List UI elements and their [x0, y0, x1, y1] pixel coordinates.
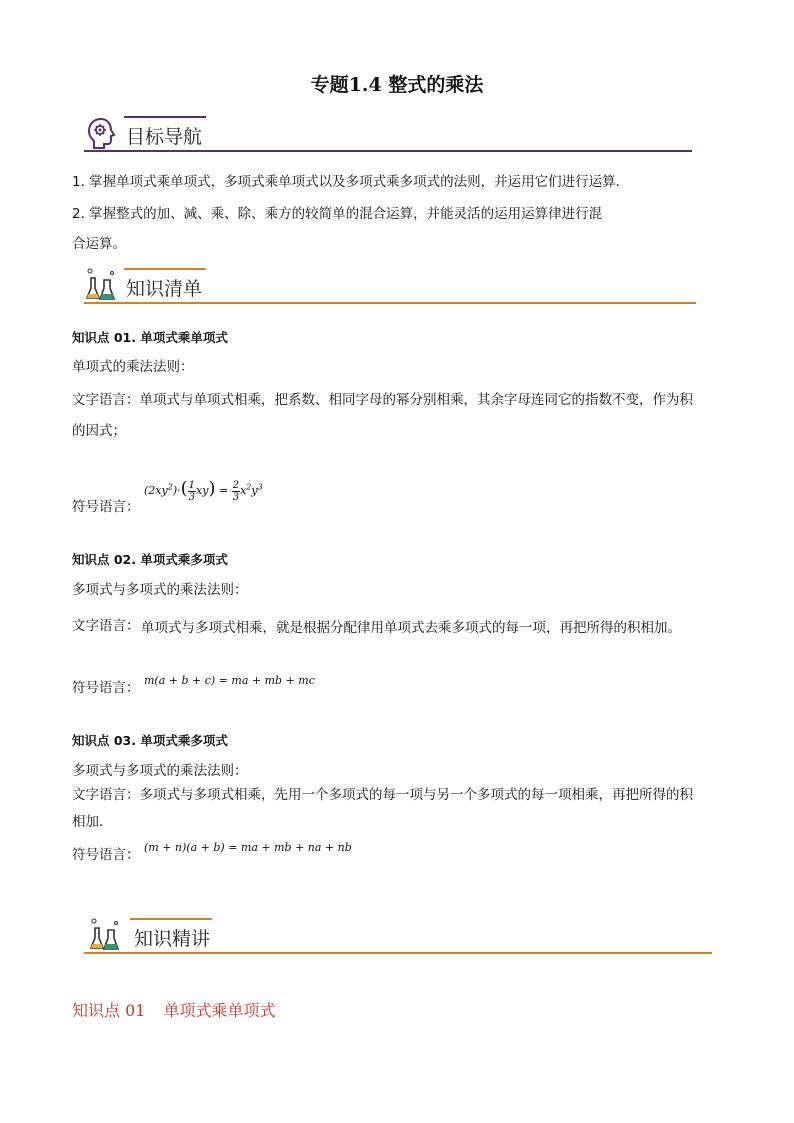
goal-item-2-line1: 2. 掌握整式的加、减、乘、除、乘方的较简单的混合运算，并能灵活的运用运算律进行混 — [72, 206, 603, 222]
section-title: 知识清单 — [126, 278, 203, 300]
verbal-rule-line1: 文字语言：多项式与多项式相乘，先用一个多项式的每一项与另一个多项式的每一项相乘，再把所得的积 — [72, 787, 693, 803]
verbal-rule-line2: 相加． — [72, 814, 113, 830]
section-title: 目标导航 — [126, 126, 203, 148]
symbol-label: 符号语言： — [72, 680, 140, 696]
knowledge-point-heading: 知识点 03. 单项式乘多项式 — [72, 733, 228, 748]
verbal-rule-line1: 文字语言：单项式与单项式相乘，把系数、相同字母的幂分别相乘，其余字母连同它的指数不变，作为积 — [72, 392, 693, 408]
rule-label: 多项式与多项式的乘法法则： — [72, 582, 248, 598]
flask-icon — [90, 918, 120, 952]
section-goals-header — [84, 116, 692, 156]
detail-knowledge-point-title: 单项式乘单项式 — [163, 1001, 276, 1020]
goal-item-2-line2: 合运算。 — [72, 236, 126, 252]
section-divider — [84, 302, 696, 304]
formula-polynomial-product: (m + n)(a + b) = ma + mb + na + nb — [144, 841, 352, 854]
symbol-label: 符号语言： — [72, 847, 140, 863]
formula-distributive: m(a + b + c) = ma + mb + mc — [144, 674, 315, 687]
detail-knowledge-point-number: 知识点 01 — [72, 1001, 146, 1020]
header-accent-line — [124, 268, 206, 270]
header-accent-line — [124, 116, 206, 118]
page-title: 专题1.4 整式的乘法 — [310, 74, 484, 96]
knowledge-point-heading: 知识点 02. 单项式乘多项式 — [72, 552, 228, 567]
rule-label: 多项式与多项式的乘法法则： — [72, 763, 248, 779]
section-title: 知识精讲 — [134, 928, 211, 950]
rule-label: 单项式的乘法法则： — [72, 359, 194, 375]
verbal-rule: 单项式与多项式相乘，就是根据分配律用单项式去乘多项式的每一项，再把所得的积相加。 — [141, 620, 681, 636]
verbal-label: 文字语言： — [72, 618, 140, 634]
brain-gear-icon — [86, 116, 116, 150]
symbol-label: 符号语言： — [72, 499, 140, 515]
detail-knowledge-point-heading — [72, 998, 293, 1021]
section-divider — [84, 150, 692, 152]
section-knowledge-list-header — [84, 268, 696, 308]
formula-monomial-product: $(2xy^2)\cdot$( $\frac{1}{3}$ xy) = $\frac{2}{3}$ $x^2y^3$ — [144, 478, 263, 503]
header-accent-line — [130, 918, 212, 920]
section-divider — [84, 952, 712, 954]
verbal-rule-line2: 的因式； — [72, 423, 126, 439]
section-knowledge-detail-header — [84, 918, 712, 958]
goal-item-1: 1. 掌握单项式乘单项式，多项式乘单项式以及多项式乘多项式的法则，并运用它们进行运算． — [72, 174, 630, 190]
knowledge-point-heading: 知识点 01. 单项式乘单项式 — [72, 330, 228, 345]
flask-icon — [86, 268, 116, 302]
